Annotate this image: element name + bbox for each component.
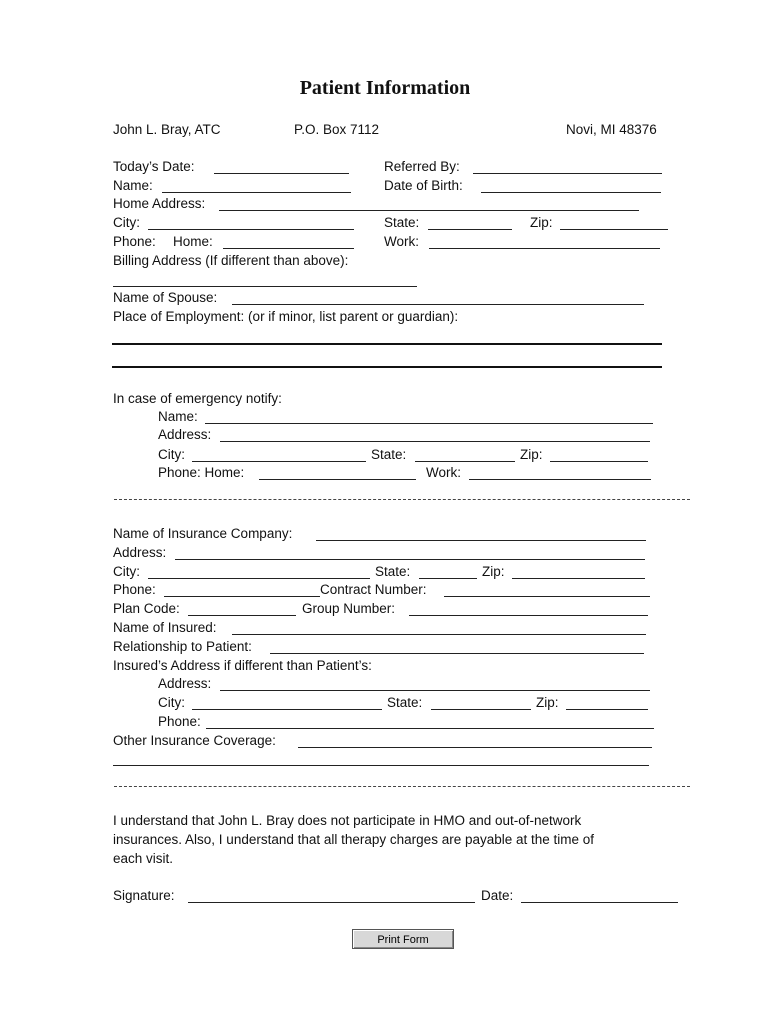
emergency-state-field[interactable] xyxy=(415,461,515,462)
home-phone-field[interactable] xyxy=(223,248,354,249)
zip-label: Zip: xyxy=(530,215,553,230)
referred-by-field[interactable] xyxy=(473,173,662,174)
employment-label: Place of Employment: (or if minor, list parent or guardian): xyxy=(113,309,459,324)
todays-date-field[interactable] xyxy=(214,173,349,174)
emergency-state-label: State: xyxy=(371,447,407,462)
group-number-field[interactable] xyxy=(409,615,648,616)
insurance-city-field[interactable] xyxy=(148,578,370,579)
todays-date-label: Today’s Date: xyxy=(113,159,195,174)
insurance-phone-field[interactable] xyxy=(164,596,320,597)
emergency-zip-field[interactable] xyxy=(550,461,648,462)
relationship-field[interactable] xyxy=(270,653,644,654)
home-address-field[interactable] xyxy=(219,210,639,211)
emergency-home-phone-field[interactable] xyxy=(259,479,416,480)
signature-field[interactable] xyxy=(188,902,475,903)
insurance-phone-label: Phone: xyxy=(113,582,156,597)
emergency-work-label: Work: xyxy=(426,465,462,480)
zip-field[interactable] xyxy=(560,229,668,230)
provider-city: Novi, MI 48376 xyxy=(566,122,657,137)
city-field[interactable] xyxy=(148,229,354,230)
employment-line-2[interactable] xyxy=(112,366,662,368)
contract-number-field[interactable] xyxy=(444,596,650,597)
referred-by-label: Referred By: xyxy=(384,159,460,174)
billing-address-field[interactable] xyxy=(113,286,417,287)
insurance-address-label: Address: xyxy=(113,545,167,560)
relationship-label: Relationship to Patient: xyxy=(113,639,252,654)
insurance-city-label: City: xyxy=(113,564,140,579)
insured-address-heading: Insured’s Address if different than Patient’s: xyxy=(113,658,372,673)
insured-zip-field[interactable] xyxy=(566,709,648,710)
dob-field[interactable] xyxy=(481,192,661,193)
signature-date-label: Date: xyxy=(481,888,514,903)
phone-label: Phone: xyxy=(113,234,156,249)
insurance-address-field[interactable] xyxy=(175,559,645,560)
insured-address-label: Address: xyxy=(158,676,212,691)
emergency-heading: In case of emergency notify: xyxy=(113,391,282,406)
emergency-work-phone-field[interactable] xyxy=(469,479,651,480)
page-title: Patient Information xyxy=(299,77,471,99)
section-divider-2 xyxy=(114,786,690,787)
insured-name-field[interactable] xyxy=(232,634,646,635)
insured-state-field[interactable] xyxy=(431,709,531,710)
insured-city-label: City: xyxy=(158,695,185,710)
signature-label: Signature: xyxy=(113,888,175,903)
insured-phone-label: Phone: xyxy=(158,714,201,729)
insurance-company-field[interactable] xyxy=(316,540,646,541)
insurance-state-label: State: xyxy=(375,564,411,579)
emergency-city-field[interactable] xyxy=(192,461,366,462)
dob-label: Date of Birth: xyxy=(384,178,463,193)
insured-address-field[interactable] xyxy=(220,690,650,691)
group-number-label: Group Number: xyxy=(302,601,396,616)
provider-name: John L. Bray, ATC xyxy=(113,122,221,137)
emergency-phone-label: Phone: Home: xyxy=(158,465,245,480)
insurance-company-label: Name of Insurance Company: xyxy=(113,526,293,541)
name-label: Name: xyxy=(113,178,153,193)
other-insurance-label: Other Insurance Coverage: xyxy=(113,733,276,748)
employment-line-1[interactable] xyxy=(112,343,662,345)
billing-address-label: Billing Address (If different than above): xyxy=(113,253,349,268)
insured-city-field[interactable] xyxy=(192,709,382,710)
insured-name-label: Name of Insured: xyxy=(113,620,217,635)
emergency-city-label: City: xyxy=(158,447,185,462)
print-form-button[interactable]: Print Form xyxy=(352,929,454,949)
name-field[interactable] xyxy=(162,192,351,193)
state-field[interactable] xyxy=(428,229,512,230)
insured-phone-field[interactable] xyxy=(206,728,654,729)
emergency-address-label: Address: xyxy=(158,427,212,442)
other-insurance-field[interactable] xyxy=(298,747,652,748)
insured-zip-label: Zip: xyxy=(536,695,559,710)
city-label: City: xyxy=(113,215,140,230)
section-divider xyxy=(114,499,690,500)
plan-code-label: Plan Code: xyxy=(113,601,180,616)
state-label: State: xyxy=(384,215,420,230)
statement-line-2: insurances. Also, I understand that all therapy charges are payable at the time of xyxy=(113,832,595,847)
statement-line-1: I understand that John L. Bray does not participate in HMO and out-of-network xyxy=(113,813,582,828)
insurance-zip-field[interactable] xyxy=(512,578,645,579)
statement-line-3: each visit. xyxy=(113,851,174,866)
home-phone-label: Home: xyxy=(173,234,213,249)
work-phone-field[interactable] xyxy=(429,248,660,249)
contract-number-label: Contract Number: xyxy=(320,582,427,597)
spouse-label: Name of Spouse: xyxy=(113,290,218,305)
emergency-name-field[interactable] xyxy=(205,423,653,424)
signature-date-field[interactable] xyxy=(521,902,678,903)
emergency-zip-label: Zip: xyxy=(520,447,543,462)
home-address-label: Home Address: xyxy=(113,196,206,211)
other-insurance-field-2[interactable] xyxy=(113,765,649,766)
work-phone-label: Work: xyxy=(384,234,420,249)
emergency-name-label: Name: xyxy=(158,409,198,424)
emergency-address-field[interactable] xyxy=(220,441,650,442)
spouse-field[interactable] xyxy=(232,304,644,305)
insurance-zip-label: Zip: xyxy=(482,564,505,579)
insurance-state-field[interactable] xyxy=(419,578,477,579)
plan-code-field[interactable] xyxy=(188,615,296,616)
insured-state-label: State: xyxy=(387,695,423,710)
provider-pobox: P.O. Box 7112 xyxy=(294,122,380,137)
